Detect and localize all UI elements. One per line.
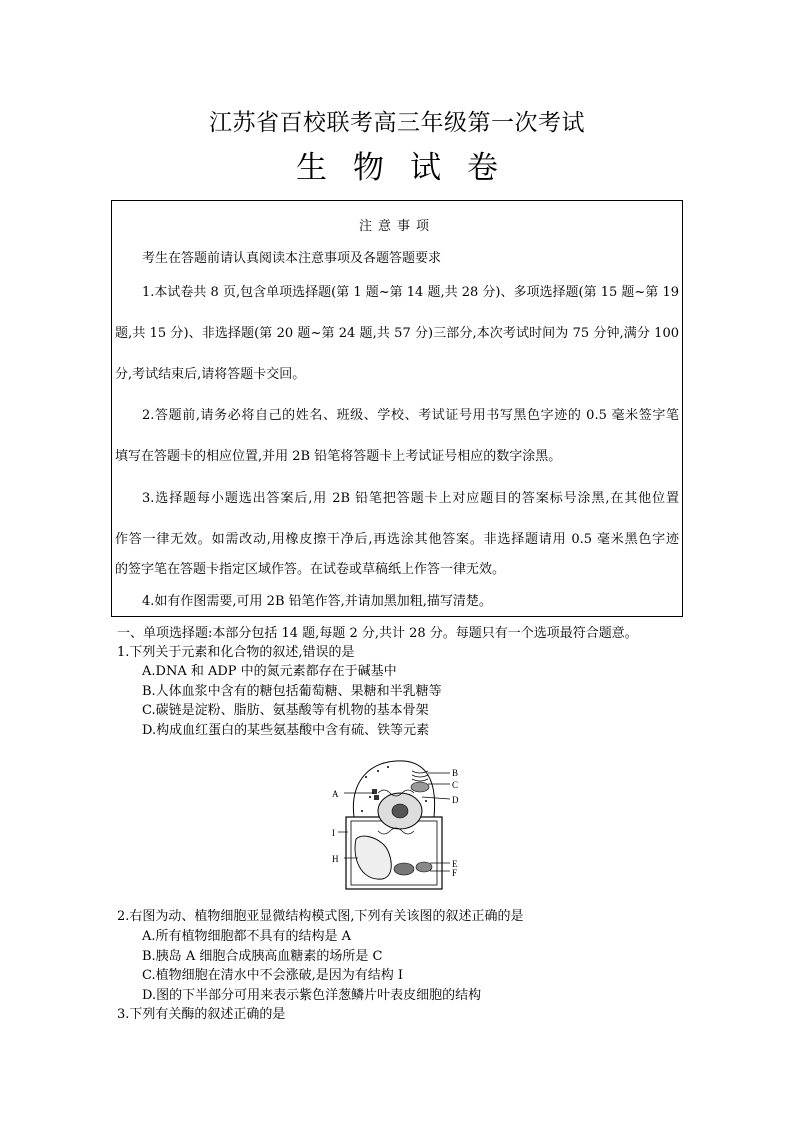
figure-label: I bbox=[332, 828, 335, 838]
question-option: D.图的下半部分可用来表示紫色洋葱鳞片叶表皮细胞的结构 bbox=[142, 988, 482, 1003]
question-stem: 2.右图为动、植物细胞亚显微结构模式图,下列有关该图的叙述正确的是 bbox=[117, 909, 524, 924]
notice-line: 作答一律无效。如需改动,用橡皮擦干净后,再选涂其他答案。非选择题请用 0.5 毫米黑色字迹 bbox=[115, 532, 679, 547]
figure-label: A bbox=[332, 789, 339, 799]
notice-line: 题,共 15 分)、非选择题(第 20 题~第 24 题,共 57 分)三部分,本次考试时间为 75 分钟,满分 100 bbox=[115, 326, 679, 341]
notice-line: 填写在答题卡的相应位置,并用 2B 铅笔将答题卡上考试证号相应的数字涂黑。 bbox=[115, 449, 562, 464]
question-stem: 3.下列有关酶的叙述正确的是 bbox=[117, 1007, 286, 1022]
question-option: C.碳链是淀粉、脂肪、氨基酸等有机物的基本骨架 bbox=[142, 703, 429, 718]
exam-subtitle: 生物试卷 bbox=[296, 150, 524, 186]
exam-title: 江苏省百校联考高三年级第一次考试 bbox=[209, 110, 585, 136]
question-option: B.胰岛 A 细胞合成胰高血糖素的场所是 C bbox=[142, 949, 383, 964]
notice-box bbox=[111, 200, 683, 617]
question-option: A.DNA 和 ADP 中的氮元素都存在于碱基中 bbox=[142, 664, 397, 679]
question-stem: 1.下列关于元素和化合物的叙述,错误的是 bbox=[117, 645, 355, 660]
notice-line: 3.选择题每小题选出答案后,用 2B 铅笔把答题卡上对应题目的答案标号涂黑,在其他位置 bbox=[142, 491, 679, 506]
cell-structure-figure bbox=[326, 757, 468, 895]
question-option: C.植物细胞在清水中不会涨破,是因为有结构 I bbox=[142, 968, 404, 983]
section-heading: 一、单项选择题:本部分包括 14 题,每题 2 分,共计 28 分。每题只有一个选项最符合题意。 bbox=[117, 626, 638, 641]
question-option: A.所有植物细胞都不具有的结构是 A bbox=[142, 929, 352, 944]
figure-label: B bbox=[452, 768, 459, 778]
figure-label: E bbox=[452, 859, 458, 869]
question-option: D.构成血红蛋白的某些氨基酸中含有硫、铁等元素 bbox=[142, 723, 430, 738]
question-option: B.人体血浆中含有的糖包括葡萄糖、果糖和半乳糖等 bbox=[142, 684, 442, 699]
figure-label: C bbox=[452, 780, 459, 790]
figure-label: D bbox=[452, 795, 459, 805]
notice-line: 1.本试卷共 8 页,包含单项选择题(第 1 题~第 14 题,共 28 分)、多项选择题(第 15 题~第 19 bbox=[142, 285, 679, 300]
notice-line: 的签字笔在答题卡指定区域作答。在试卷或草稿纸上作答一律无效。 bbox=[115, 562, 506, 577]
notice-line: 考生在答题前请认真阅读本注意事项及各题答题要求 bbox=[142, 251, 442, 266]
notice-line: 分,考试结束后,请将答题卡交回。 bbox=[115, 367, 306, 382]
notice-title: 注意事项 bbox=[358, 219, 435, 234]
notice-line: 4.如有作图需要,可用 2B 铅笔作答,并请加黑加粗,描写清楚。 bbox=[142, 594, 492, 609]
figure-label: F bbox=[452, 868, 458, 878]
figure-label: H bbox=[332, 854, 339, 864]
notice-line: 2.答题前,请务必将自己的姓名、班级、学校、考试证号用书写黑色字迹的 0.5 毫米签字笔 bbox=[142, 408, 679, 423]
